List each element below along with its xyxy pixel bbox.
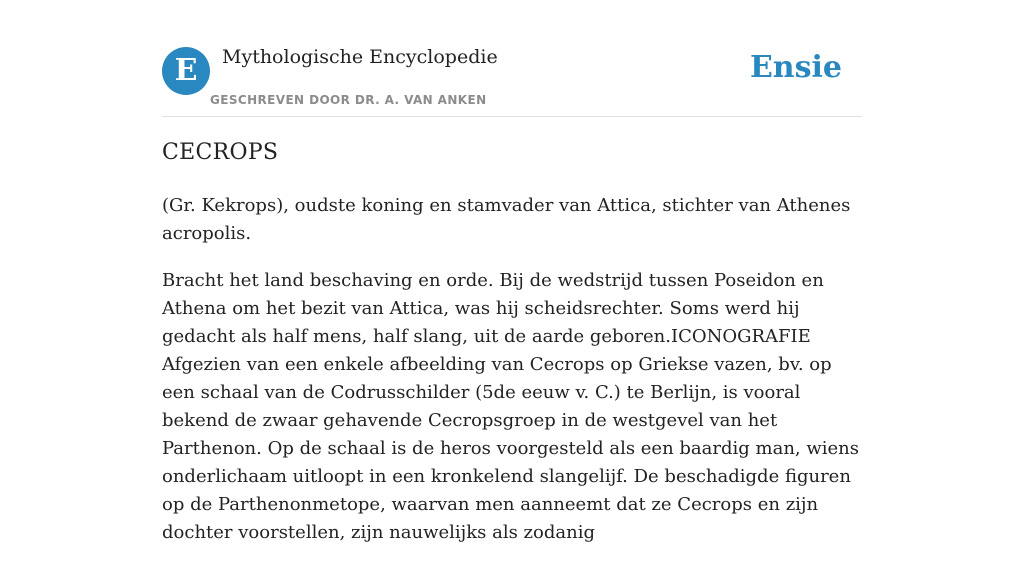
- entry-paragraph: (Gr. Kekrops), oudste koning en stamvader van Attica, stichter van Athenes acropolis.: [162, 195, 851, 244]
- entry-title: CECROPS: [162, 140, 279, 165]
- entry-paragraph: Bracht het land beschaving en orde. Bij de wedstrijd tussen Poseidon en Athena om het bezit van Attica, was hij scheidsrechter. Soms werd hij gedacht als half mens, half slang, uit de aarde geboren.ICONOGRAFIE Afgezien van een enkele afbeelding van Cecrops op Griekse vazen, bv. op een schaal van de Codrusschilder (5de eeuw v. C.) te Berlijn, is vooral bekend de zwaar gehavende Cecropsgroep in de westgevel van het Parthenon. Op de schaal is de heros voorgesteld als een baardig man, wiens onderlichaam uitloopt in een kronkelend slangelijf. De beschadigde figuren op de Parthenonmetope, waarvan men aanneemt dat ze Cecrops en zijn dochter voorstellen, zijn nauwelijks als zodanig: [162, 270, 859, 543]
- encyclopedia-badge-icon[interactable]: E: [162, 47, 210, 95]
- ensie-logo[interactable]: Ensie: [749, 50, 842, 85]
- author-byline: GESCHREVEN DOOR DR. A. VAN ANKEN: [210, 93, 487, 107]
- encyclopedia-title-link[interactable]: Mythologische Encyclopedie: [222, 46, 498, 68]
- entry-body: [162, 192, 862, 566]
- site-header: [162, 0, 862, 117]
